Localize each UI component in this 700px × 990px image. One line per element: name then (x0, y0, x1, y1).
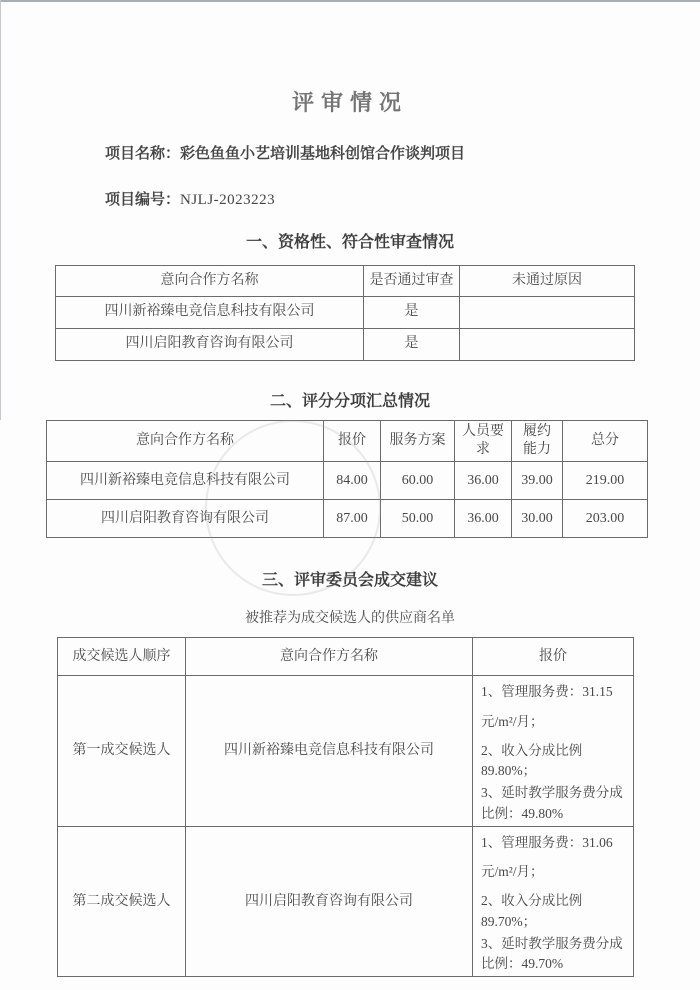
quote-line: 元/m²/月； (481, 713, 544, 729)
page-title: 评审情况 (291, 90, 408, 115)
performance-score-cell: 30.00 (512, 500, 563, 538)
supplier-name-cell: 四川启阳教育咨询有限公司 (186, 826, 473, 977)
quote-detail-cell (473, 676, 634, 827)
total-score-cell: 203.00 (563, 500, 648, 538)
service-plan-cell: 50.00 (381, 500, 455, 538)
table-row (56, 297, 635, 329)
fail-reason-cell (460, 297, 635, 329)
section2-heading: 二、评分分项汇总情况 (269, 393, 430, 410)
header-price-score: 报价 (324, 421, 381, 462)
quote-line: 1、管理服务费：31.15 (481, 684, 613, 700)
project-name-label: 项目名称： (105, 146, 181, 162)
price-score-cell: 84.00 (324, 462, 381, 500)
quote-detail-cell (473, 826, 634, 977)
quote-line: 2、收入分成比例89.70%； (481, 893, 583, 929)
supplier-name-cell: 四川启阳教育咨询有限公司 (56, 329, 364, 361)
header-supplier-name: 意向合作方名称 (47, 421, 324, 462)
pass-status-cell: 是 (364, 329, 460, 361)
project-number-label: 项目编号： (105, 192, 181, 208)
header-supplier-name: 意向合作方名称 (56, 266, 364, 297)
header-quote: 报价 (473, 638, 634, 676)
header-total-score: 总分 (563, 421, 648, 462)
supplier-name-cell: 四川启阳教育咨询有限公司 (47, 500, 324, 538)
table-row (47, 462, 648, 500)
total-score-cell: 219.00 (563, 462, 648, 500)
staff-score-cell: 36.00 (455, 462, 512, 500)
header-performance-ability: 履约能力 (512, 421, 563, 462)
candidate-list-subtitle: 被推荐为成交候选人的供应商名单 (245, 611, 455, 627)
header-supplier-name: 意向合作方名称 (186, 638, 473, 676)
quote-line: 元/m²/月； (481, 864, 544, 880)
project-name-line (105, 142, 700, 163)
fail-reason-cell (460, 329, 635, 361)
price-score-cell: 87.00 (324, 500, 381, 538)
table-header-row (47, 421, 648, 462)
candidate-rank-cell: 第二成交候选人 (58, 826, 186, 977)
supplier-name-cell: 四川新裕臻电竞信息科技有限公司 (47, 462, 324, 500)
table-row (56, 329, 635, 361)
table-row (47, 500, 648, 538)
header-candidate-rank: 成交候选人顺序 (58, 638, 186, 676)
header-fail-reason: 未通过原因 (460, 266, 635, 297)
performance-score-cell: 39.00 (512, 462, 563, 500)
scan-edge-left (0, 0, 1, 420)
section1-heading: 一、资格性、符合性审查情况 (245, 234, 454, 251)
project-number-line (105, 188, 700, 209)
table-row (58, 676, 634, 827)
project-number-value: NJLJ-2023223 (180, 192, 276, 208)
supplier-name-cell: 四川新裕臻电竞信息科技有限公司 (186, 676, 473, 827)
quote-line: 1、管理服务费：31.06 (481, 834, 613, 850)
table-header-row (58, 638, 634, 676)
candidate-rank-cell: 第一成交候选人 (58, 676, 186, 827)
pass-status-cell: 是 (364, 297, 460, 329)
quote-line: 3、延时教学服务费分成比例：49.70% (481, 935, 623, 972)
qualification-review-table (55, 265, 635, 361)
header-staff-requirement: 人员要求 (455, 421, 512, 462)
service-plan-cell: 60.00 (381, 462, 455, 500)
score-summary-table (46, 420, 648, 538)
award-candidate-table (57, 637, 634, 977)
staff-score-cell: 36.00 (455, 500, 512, 538)
header-pass-review: 是否通过审查 (364, 266, 460, 297)
section3-heading: 三、评审委员会成交建议 (261, 572, 438, 590)
quote-line: 3、延时教学服务费分成比例：49.80% (481, 785, 623, 821)
header-service-plan: 服务方案 (381, 421, 455, 462)
table-row (58, 826, 634, 977)
table-header-row (56, 266, 635, 297)
supplier-name-cell: 四川新裕臻电竞信息科技有限公司 (56, 297, 364, 329)
project-name-value: 彩色鱼鱼小艺培训基地科创馆合作谈判项目 (180, 146, 466, 162)
quote-line: 2、收入分成比例89.80%； (481, 742, 583, 779)
scan-edge-top (0, 0, 700, 2)
